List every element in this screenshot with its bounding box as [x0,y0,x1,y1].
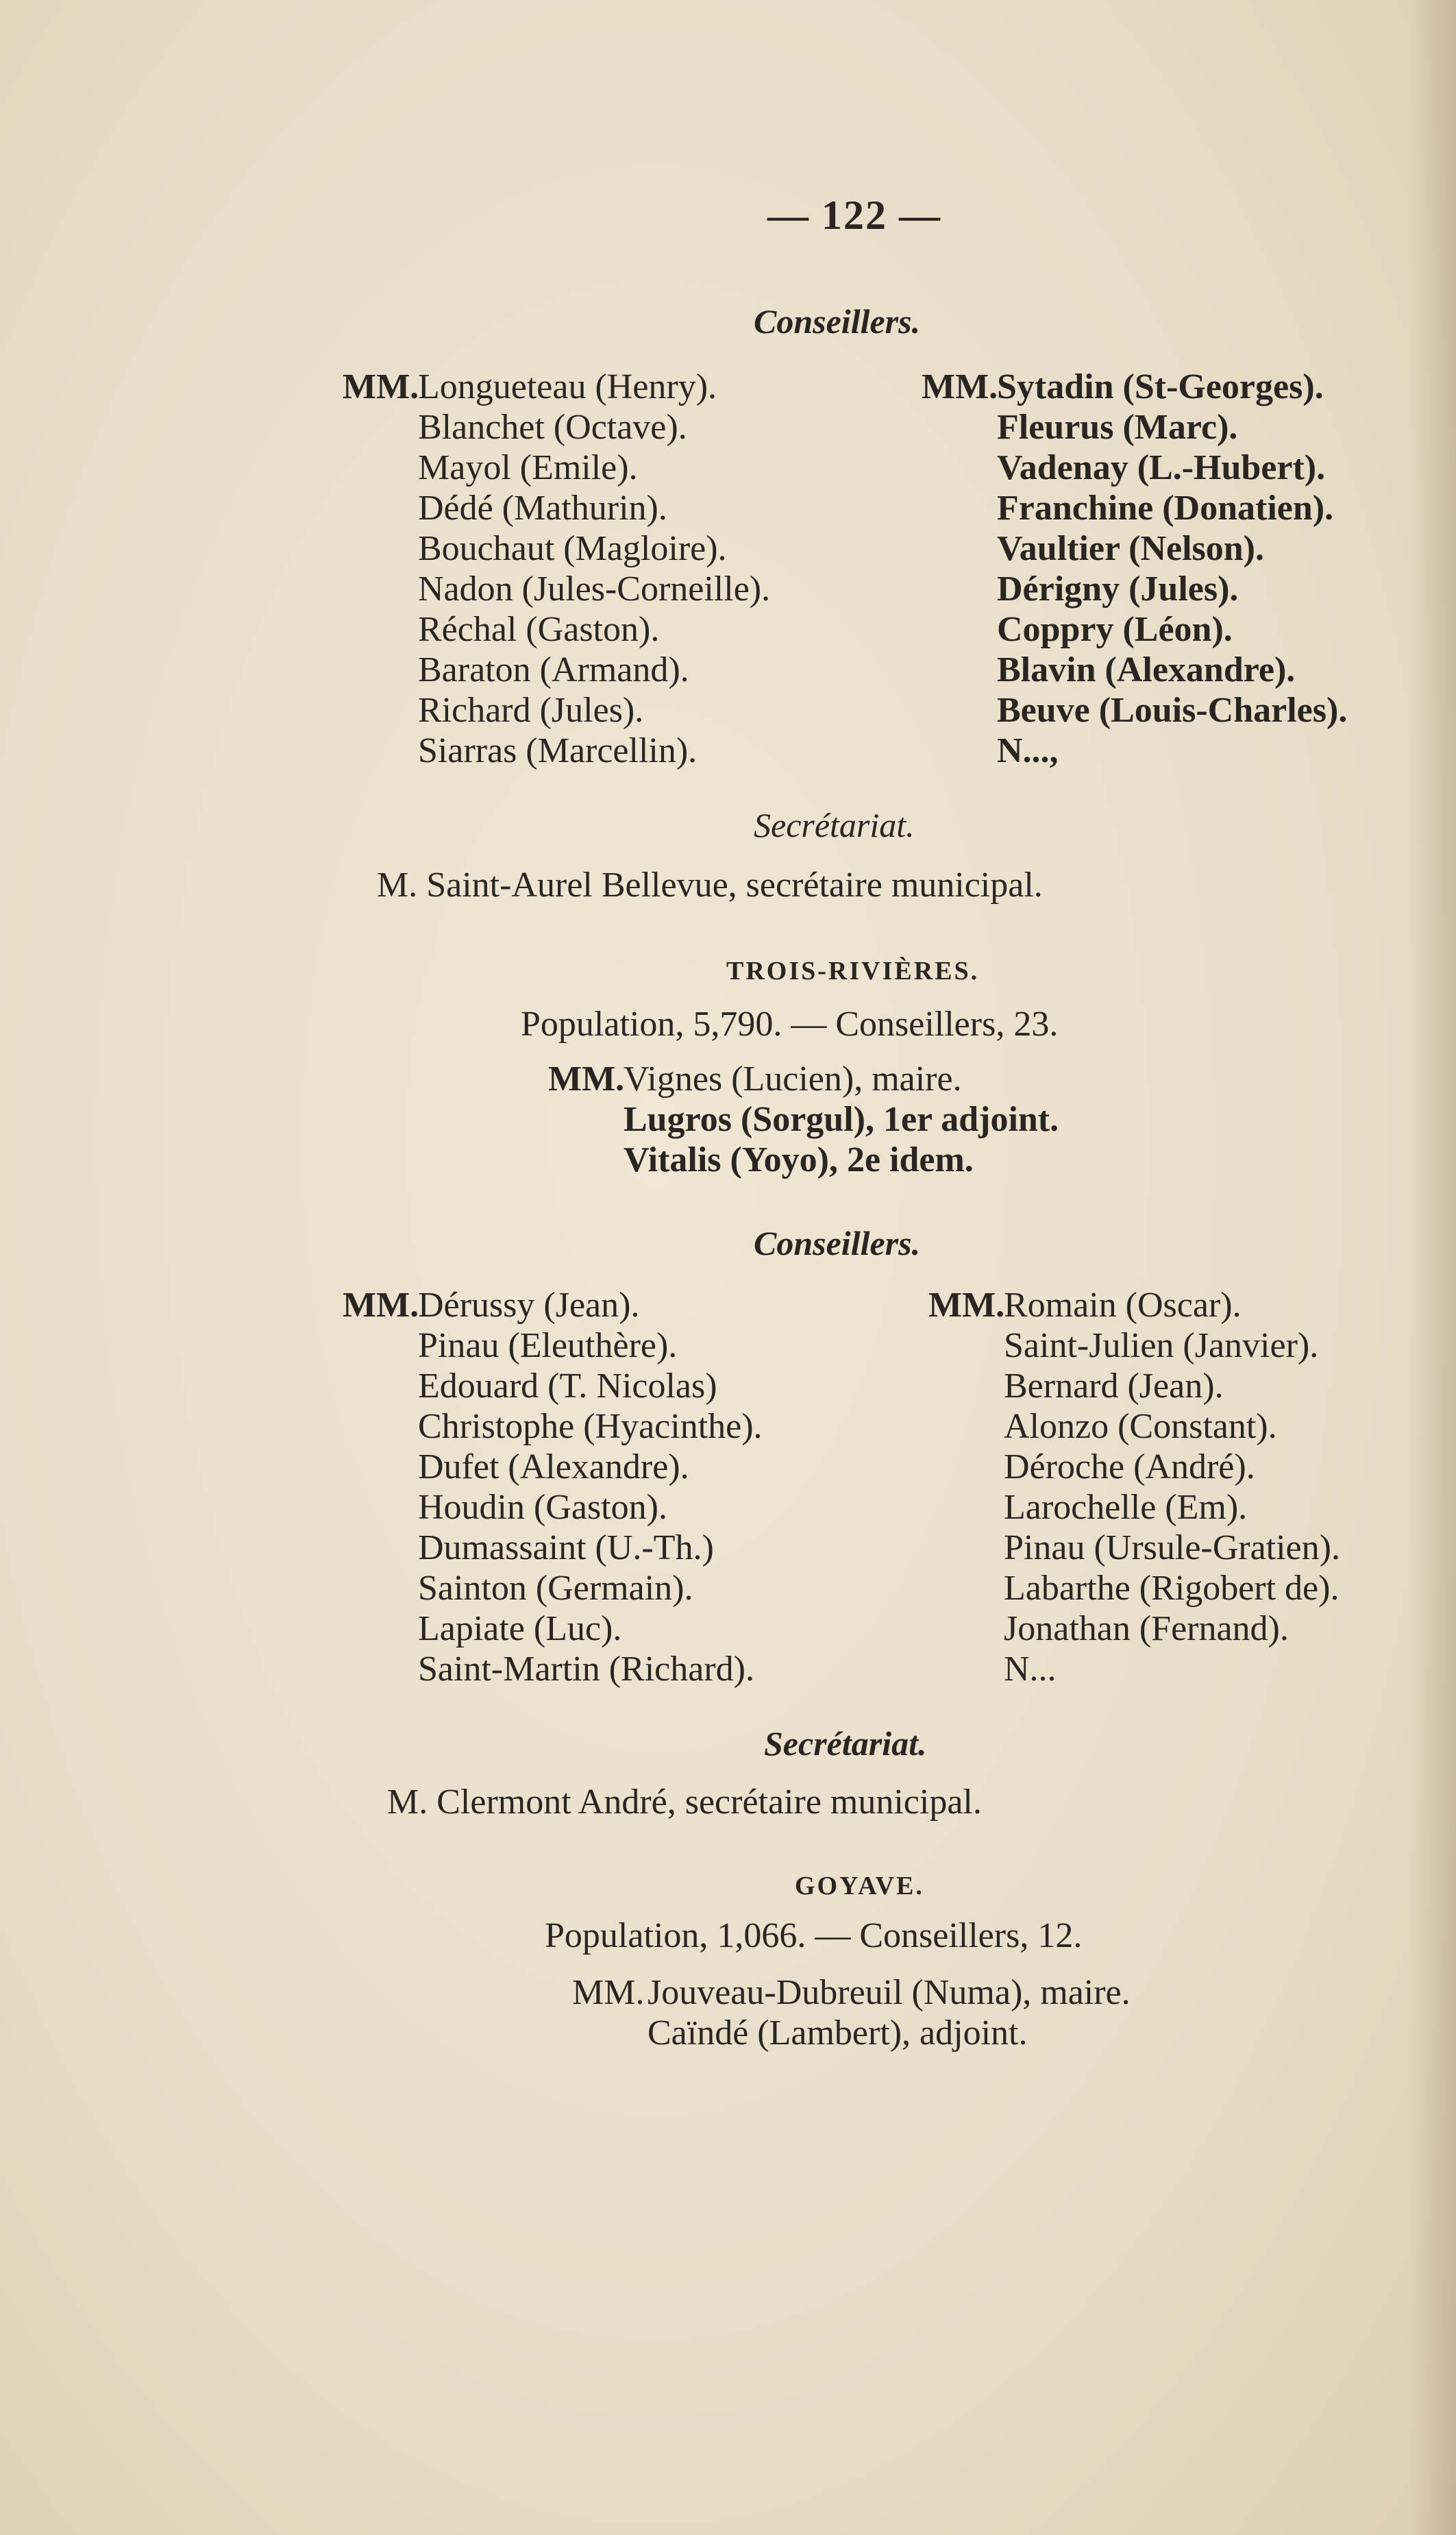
list-item: Lugros (Sorgul), 1er adjoint. [624,1100,1059,1139]
list-item: Dumassaint (U.-Th.) [418,1528,714,1567]
commune-title-trois-rivieres: TROIS-RIVIÈRES. [726,957,980,985]
list-item: Déroche (André). [1004,1447,1255,1486]
councillor-list-left-2 [343,1285,763,1689]
list-item: MM.Jouveau-Dubreuil (Numa), maire. [572,1973,1131,2012]
mm-prefix: MM. [928,1286,1005,1325]
councillor-list-right-1 [922,367,1347,771]
list-item: Siarras (Marcellin). [418,731,698,770]
list-item: Franchine (Donatien). [997,489,1334,528]
list-item: Alonzo (Constant). [1004,1407,1277,1446]
list-item: Christophe (Hyacinthe). [418,1407,763,1446]
list-item: Houdin (Gaston). [418,1488,667,1527]
list-item: Pinau (Eleuthère). [418,1326,678,1365]
heading-secretariat-2: Secrétariat. [764,1724,927,1763]
list-item: Caïndé (Lambert), adjoint. [647,2013,1028,2053]
mm-prefix: MM. [343,1286,419,1325]
secretary-line-1: M. Saint-Aurel Bellevue, secrétaire municipal. [377,866,1043,905]
list-item: Edouard (T. Nicolas) [418,1367,717,1406]
officers-trois-rivieres [548,1059,1059,1180]
mm-prefix: MM. [343,367,419,406]
heading-secretariat-1: Secrétariat. [754,806,915,844]
councillor-list-left-1 [343,367,770,771]
list-item: Saint-Julien (Janvier). [1004,1326,1319,1365]
mm-prefix: MM. [922,367,998,406]
list-item: N... [1004,1650,1057,1689]
mm-prefix: MM. [548,1060,625,1099]
list-item: MM.Dérussy (Jean). [343,1286,640,1325]
list-item: Bouchaut (Magloire). [418,529,727,568]
officers-goyave [572,1972,1131,2053]
list-item: Pinau (Ursule-Gratien). [1004,1528,1340,1567]
secretary-line-2: M. Clermont André, secrétaire municipal. [387,1783,982,1822]
list-item: Mayol (Emile). [418,448,638,487]
list-item: Réchal (Gaston). [418,610,660,649]
list-item: Jonathan (Fernand). [1004,1609,1289,1648]
list-item: Richard (Jules). [418,691,644,730]
list-item: MM.Vignes (Lucien), maire. [548,1060,962,1099]
list-item: N..., [997,731,1059,770]
page-number: — 122 — [767,193,941,238]
list-item: MM.Longueteau (Henry). [343,367,717,406]
list-item: MM.Sytadin (St-Georges). [922,367,1324,406]
councillor-list-right-2 [928,1285,1340,1689]
list-item: Sainton (Germain). [418,1569,693,1608]
mm-prefix: MM. [572,1973,645,2012]
list-item: Lapiate (Luc). [418,1609,622,1648]
list-item: Larochelle (Em). [1004,1488,1248,1527]
list-item: Bernard (Jean). [1004,1367,1224,1406]
list-item: Vaultier (Nelson). [997,529,1264,568]
list-item: Baraton (Armand). [418,650,689,689]
list-item: Blanchet (Octave). [418,408,687,447]
list-item: MM.Romain (Oscar). [928,1286,1242,1325]
list-item: Dufet (Alexandre). [418,1447,689,1486]
list-item: Labarthe (Rigobert de). [1004,1569,1340,1608]
list-item: Beuve (Louis-Charles). [997,691,1348,730]
list-item: Blavin (Alexandre). [997,650,1296,689]
list-item: Saint-Martin (Richard). [418,1650,754,1689]
population-line-trois-rivieres: Population, 5,790. — Conseillers, 23. [521,1005,1059,1044]
population-line-goyave: Population, 1,066. — Conseillers, 12. [545,1916,1083,1955]
list-item: Dérigny (Jules). [997,570,1239,609]
commune-title-goyave: GOYAVE. [795,1872,924,1900]
list-item: Fleurus (Marc). [997,408,1238,447]
heading-conseillers-1: Conseillers. [754,302,921,341]
list-item: Coppry (Léon). [997,610,1233,649]
page-edge-shadow [1408,0,1456,2535]
list-item: Vitalis (Yoyo), 2e idem. [624,1140,974,1179]
list-item: Dédé (Mathurin). [418,489,667,528]
heading-conseillers-2: Conseillers. [754,1224,921,1262]
list-item: Nadon (Jules-Corneille). [418,570,771,609]
list-item: Vadenay (L.-Hubert). [997,448,1326,487]
